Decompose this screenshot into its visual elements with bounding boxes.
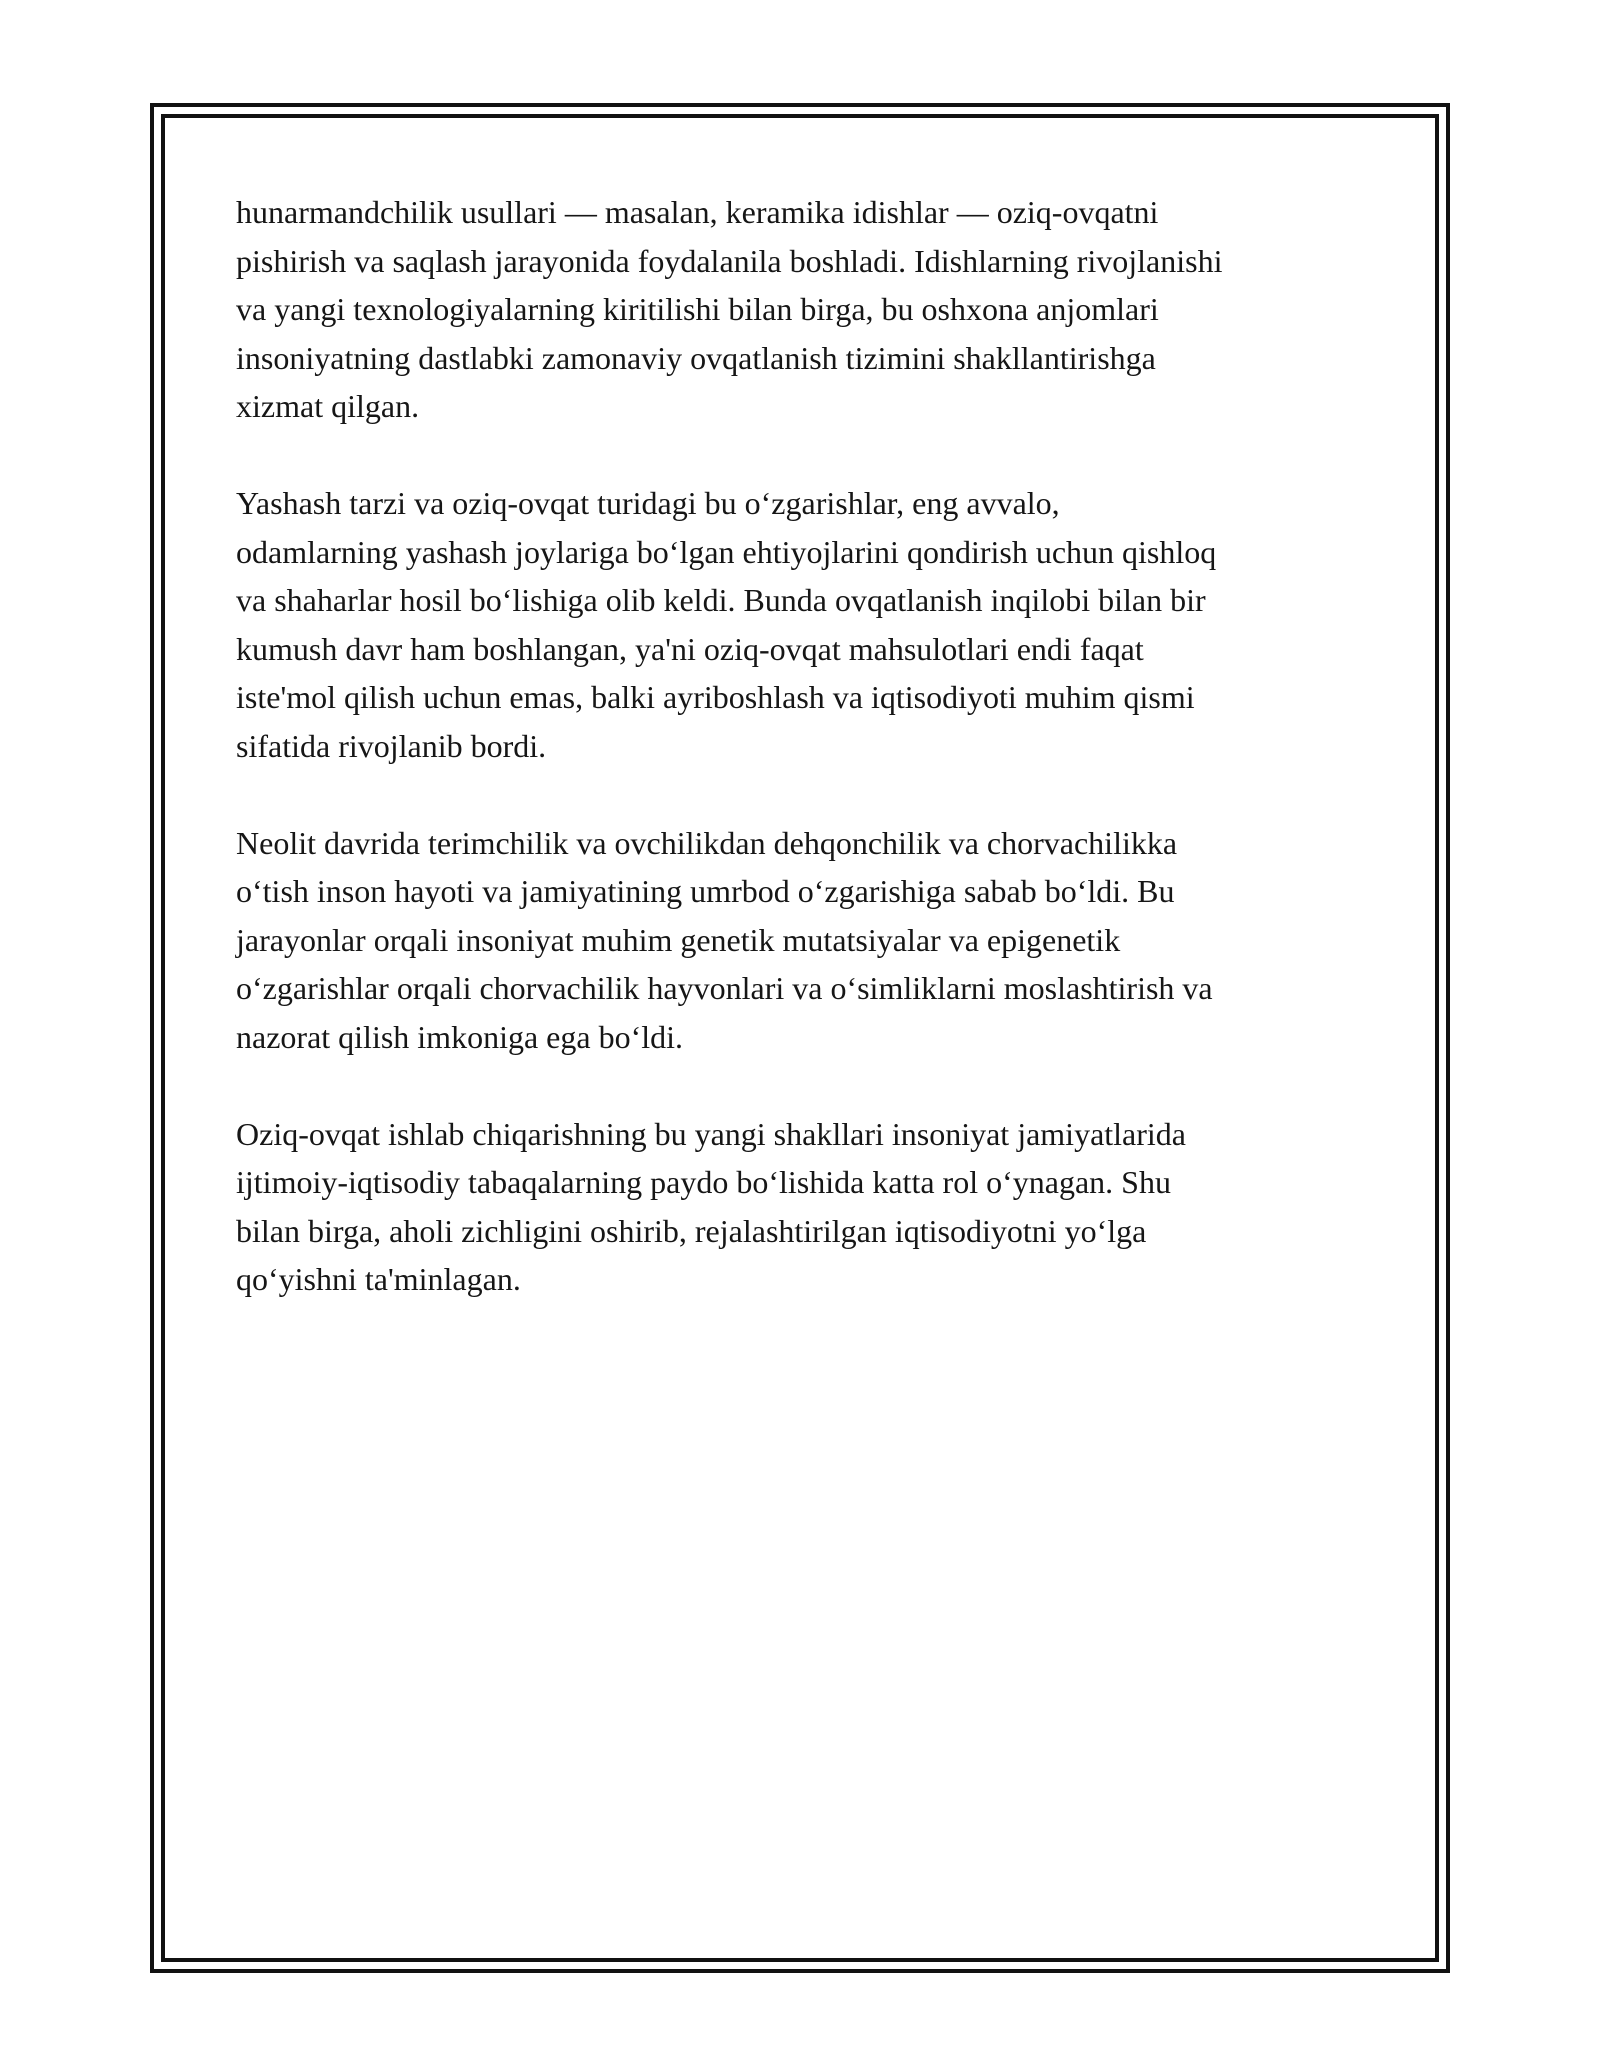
text-line: iste'mol qilish uchun emas, balki ayriboshlash va iqtisodiyoti muhim qismi [236, 679, 1195, 715]
text-line: va yangi texnologiyalarning kiritilishi bilan birga, bu oshxona anjomlari [236, 291, 1159, 327]
text-line: xizmat qilgan. [236, 388, 420, 424]
text-line: Neolit davrida terimchilik va ovchilikdan dehqonchilik va chorvachilikka [236, 824, 1178, 861]
text-line: hunarmandchilik usullari — masalan, keramika idishlar — oziq-ovqatni [236, 194, 1159, 230]
text-line: Yashash tarzi va oziq-ovqat turidagi bu o‘zgarishlar, eng avvalo, [236, 485, 1060, 521]
text-line: va shaharlar hosil bo‘lishiga olib keldi. Bunda ovqatlanish inqilobi bilan bir [236, 582, 1206, 618]
text-line: bilan birga, aholi zichligini oshirib, rejalashtirilgan iqtisodiyotni yo‘lga [236, 1212, 1147, 1249]
text-line: sifatida rivojlanib bordi. [236, 727, 547, 764]
paragraph-3 [236, 819, 1386, 1062]
text-line: jarayonlar orqali insoniyat muhim genetik mutatsiyalar va epigenetik [236, 921, 1121, 958]
text-line: insoniyatning dastlabki zamonaviy ovqatlanish tizimini shakllantirishga [236, 339, 1156, 376]
text-line: o‘tish inson hayoti va jamiyatining umrbod o‘zgarishiga sabab bo‘ldi. Bu [236, 873, 1175, 909]
paragraph-2 [236, 479, 1386, 770]
paragraph-1 [236, 188, 1386, 431]
text-line: pishirish va saqlash jarayonida foydalanila boshladi. Idishlarning rivojlanishi [236, 242, 1223, 279]
text-line: o‘zgarishlar orqali chorvachilik hayvonlari va o‘simliklarni moslashtirish va [236, 970, 1213, 1006]
text-line: qo‘yishni ta'minlagan. [236, 1261, 521, 1297]
text-line: kumush davr ham boshlangan, ya'ni oziq-ovqat mahsulotlari endi faqat [236, 630, 1144, 667]
text-line: ijtimoiy-iqtisodiy tabaqalarning paydo bo‘lishida katta rol o‘ynagan. Shu [236, 1164, 1171, 1200]
text-line: Oziq-ovqat ishlab chiqarishning bu yangi shakllari insoniyat jamiyatlarida [236, 1115, 1186, 1152]
text-line: odamlarning yashash joylariga bo‘lgan ehtiyojlarini qondirish uchun qishloq [236, 533, 1217, 570]
text-line: nazorat qilish imkoniga ega bo‘ldi. [236, 1018, 683, 1055]
paragraph-4 [236, 1110, 1386, 1304]
document-body [236, 188, 1386, 1352]
